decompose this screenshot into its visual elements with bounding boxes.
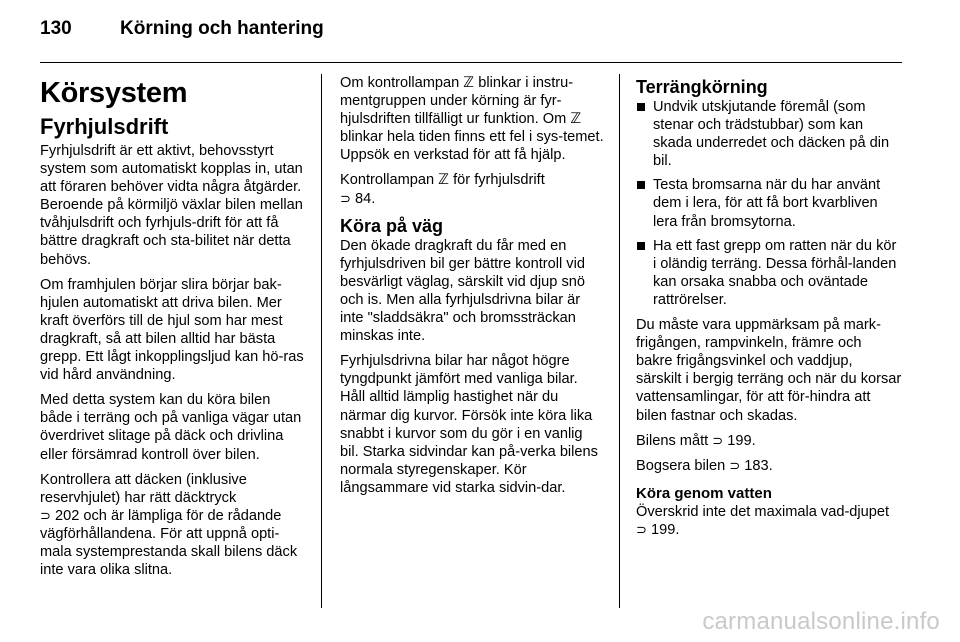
text: Om kontrollampan	[340, 75, 460, 91]
paragraph: Bilens mått ⊃ 199.	[636, 432, 756, 449]
section-heading: Köra på väg	[340, 215, 444, 236]
column-3	[636, 74, 902, 546]
paragraph: Du måste vara uppmärksam på mark-frigången, rampvinkeln, främre och bakre frigångsvinkel och vaddjup, särskilt i bergig terräng och när du korsar vattensamlingar, för att för-hindra att bilen fastnar och skadas.	[636, 317, 902, 424]
page-ref[interactable]: 183	[744, 457, 769, 474]
chapter-title: Körsystem	[40, 77, 188, 109]
awd-indicator-icon: ℤ	[438, 172, 450, 189]
page-ref-arrow-icon: ⊃	[636, 521, 647, 537]
text: för fyrhjulsdrift	[453, 172, 545, 189]
paragraph: Kontrollampan ℤ för fyrhjulsdrift ⊃ 84.	[340, 172, 545, 207]
page-ref[interactable]: 199	[650, 521, 676, 538]
header-rule	[40, 62, 902, 63]
paragraph: Fyrhjulsdrift är ett aktivt, behovsstyrt system som automatiskt kopplas in, utan att föraren behöver vidta några åtgärder. Beroende på körmiljö växlar bilen mellan tvåhjulsdrift och fyrhjuls-drift för att få bättre dragkraft och sta-bilitet när detta behövs.	[40, 143, 303, 268]
text: blinkar i instru-mentgruppen under körning är fyr-hjulsdriften tillfälligt ur funktion. Om	[340, 75, 574, 128]
page-number: 130	[40, 18, 72, 39]
paragraph: Med detta system kan du köra bilen både i terräng och på vanliga vägar utan överdrivet slitage på däck och drivlina eller försämrad kontroll över bilen.	[40, 392, 302, 463]
text: Kontrollampan	[340, 172, 435, 189]
column-2	[340, 74, 604, 504]
paragraph: Den ökade dragkraft du får med en fyrhjulsdriven bil ger bättre kontroll vid besvärligt väglag, särskilt vid djup snö och is. Men alla fyrhjulsdrivna bilar är inte "sladdsäkra" och bromssträckan minskas inte.	[340, 237, 585, 345]
text: blinkar hela tiden finns ett fel i sys-temet. Uppsök en verkstad för att få hjälp.	[340, 129, 604, 164]
column-divider-2	[619, 74, 620, 608]
section-title: Körning och hantering	[120, 18, 324, 39]
page-ref[interactable]: 202	[54, 507, 80, 524]
text: Bogsera bilen	[636, 457, 726, 474]
text: Bilens mått	[636, 432, 709, 449]
watermark: carmanualsonline.info	[702, 608, 940, 635]
paragraph	[40, 471, 304, 580]
list-item: Testa bromsarna när du har använt dem i lera, för att få bort kvarbliven lera från bromsytorna.	[636, 176, 902, 230]
page-ref[interactable]: 199	[727, 432, 752, 449]
page-ref-arrow-icon: ⊃	[729, 457, 741, 473]
column-1	[40, 74, 304, 586]
text: Överskrid inte det maximala vad-djupet	[636, 503, 890, 520]
paragraph: Bogsera bilen ⊃ 183.	[636, 457, 773, 474]
list-item: Ha ett fast grepp om ratten när du kör i oländig terräng. Dessa förhål-landen kan orsaka snabba och oväntade rattrörelser.	[636, 237, 902, 309]
page-ref-arrow-icon: ⊃	[340, 190, 351, 206]
page-ref-arrow-icon: ⊃	[40, 507, 51, 523]
list-item: Undvik utskjutande föremål (som stenar och trädstubbar) som kan skada underredet och däcken på din bil.	[636, 98, 902, 170]
paragraph	[340, 74, 604, 164]
paragraph: Överskrid inte det maximala vad-djupet ⊃ 199.	[636, 503, 890, 538]
awd-indicator-icon: ℤ	[463, 75, 475, 91]
section-heading: Terrängkörning	[636, 77, 768, 97]
awd-indicator-icon: ℤ	[570, 111, 582, 128]
page-ref-arrow-icon: ⊃	[712, 432, 724, 448]
page-ref[interactable]: 84	[354, 190, 372, 207]
text: Kontrollera att däcken (inklusive reservhjulet) har rätt däcktryck	[40, 471, 247, 506]
bullet-list	[636, 98, 902, 309]
subsection-title: Fyrhjulsdrift	[40, 114, 169, 139]
column-divider-1	[321, 74, 322, 608]
text: och är lämpliga för de rådande vägförhållandena. För att uppnå opti-mala systemprestanda skall bilens däck inte vara olika slitna.	[40, 507, 298, 579]
page-header	[40, 18, 324, 44]
paragraph: Om framhjulen börjar slira börjar bak-hjulen automatiskt att driva bilen. Mer kraft överförs till de hjul som har mest dragkraft, så att bilen alltid har bästa grepp. Ett lågt inkopplingsljud kan hö-ras vid hård användning.	[40, 276, 304, 384]
paragraph: Fyrhjulsdrivna bilar har något högre tyngdpunkt jämfört med vanliga bilar. Håll alltid lämplig hastighet när du närmar dig kurvor. Försök inte köra lika snabbt i kurvor som du gör i en vanlig bil. Starka sidvindar kan på-verka bilens normala styregenskaper. Kör långsammare vid starka sidvin-dar.	[340, 353, 598, 496]
subsection-heading: Köra genom vatten	[636, 484, 772, 502]
